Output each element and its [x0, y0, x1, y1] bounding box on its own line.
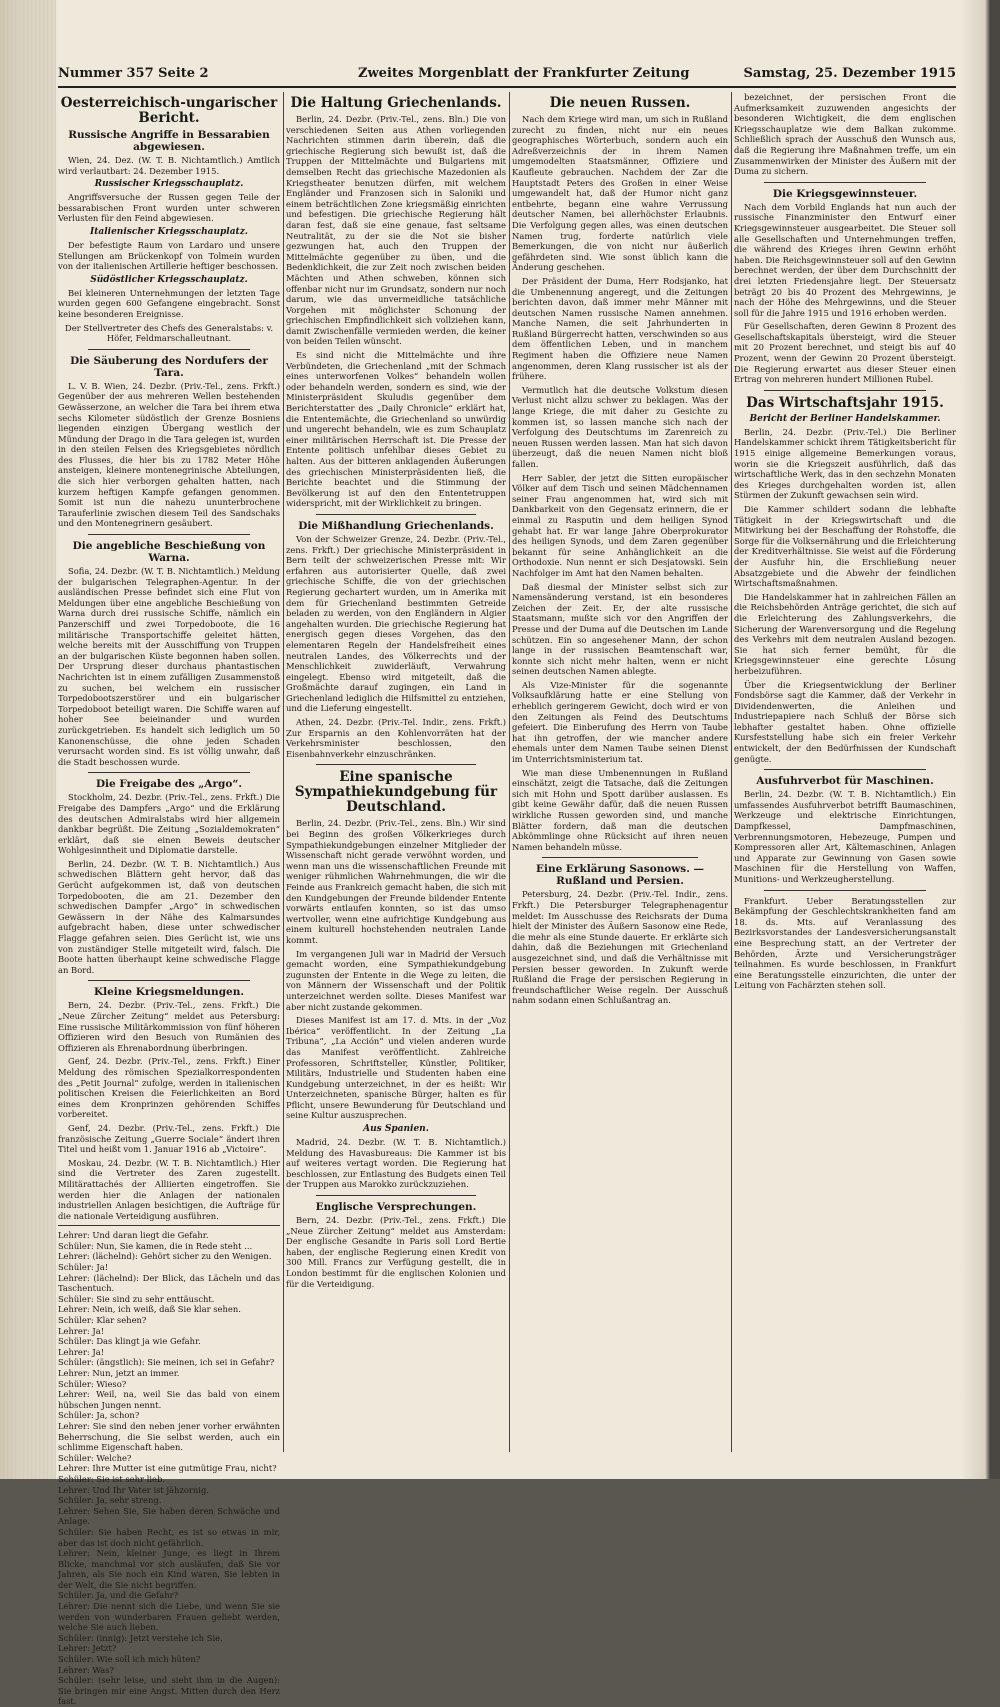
divider: [88, 534, 250, 535]
article-text: Berlin, 24. Dezbr. (W. T. B. Nichtamtlich.) Ein umfassendes Ausfuhrverbot betrifft Baumaschinen, Werkzeuge und elektrische Einrichtungen, Dampfkessel, Dampfmaschinen, Verbrennungsmotoren, Hebezeuge, Pumpen und Kompressoren aller Art, Kältemaschinen, Anlagen und Apparate zur Gewinnung von Gasen sowie Maschinen für die Herstellung von Waffen, Munitions- und Werkzeugherstellung.: [734, 789, 956, 884]
divider: [88, 349, 250, 350]
dialog-line: Schüler: Ja!: [58, 1262, 109, 1273]
article-text: Vermutlich hat die deutsche Volkstum diesen Verlust nicht allzu schwer zu beklagen. Was der lange Kriege, die mit daher zu Gesichte zu kommen ist, so lassen manche sich nach der Verfolgung des Deutschtums im Zarenreich zu neuen Russen werden lassen. Man hat sich davon überzeugt, daß die neuen Namen nicht bloß fallen.: [512, 384, 728, 469]
article-text: Athen, 24. Dezbr. (Priv.-Tel. Indir., zens. Frkft.) Zur Ersparnis an den Kohlenvorräten hat der Verkehrsminister beschlossen, den Eisenbahnverkehr einzuschränken.: [286, 717, 506, 759]
headline-sasonow: Eine Erklärung Sasonows. — Rußland und Persien.: [535, 863, 705, 888]
column-rule: [731, 92, 732, 1452]
divider: [764, 182, 926, 183]
headline-englische-versprechungen: Englische Versprechungen.: [315, 1201, 477, 1214]
divider: [88, 772, 250, 773]
article-text: Dieses Manifest ist am 17. d. Mts. in der „Voz Ibérica“ veröffentlicht. In der Zeitung „La Tribuna“, „La Acción“ und vielen anderen wurde das Manifest veröffentlicht. Zahlreiche Professoren, Schriftsteller, Künstler, Politiker, Militärs, Industrielle und Studenten haben eine Kundgebung unterzeichnet, in der es heißt: Wir Unterzeichneten, spanische Bürger, halten es für Pflicht, unsere Bewunderung für Deutschland und seine Kultur auszusprechen.: [286, 1015, 506, 1121]
dialog-line: Schüler: Klar sehen?: [58, 1315, 147, 1326]
dialog-line: Schüler: Welche?: [58, 1452, 132, 1463]
headline-warna: Die angebliche Beschießung von Warna.: [72, 540, 266, 565]
article-text: Madrid, 24. Dezbr. (W. T. B. Nichtamtlich.) Meldung des Havasbureaus: Die Kammer ist bis auf weiteres vertagt worden. Die Regierung hat beschlossen, zur Entlastung des Budgets einen Teil der Truppen aus Marokko zurückzuziehen.: [286, 1137, 506, 1190]
column-2: [286, 92, 506, 1456]
signature-line: Der Stellvertreter des Chefs des Generalstabs: v. Höfer, Feldmarschalleutnant.: [65, 322, 273, 344]
newspaper-title: Zweites Morgenblatt der Frankfurter Zeitung: [358, 66, 690, 81]
issue-page-number: Nummer 357 Seite 2: [58, 66, 209, 81]
dialog-line: Schüler: Ja, schon?: [58, 1410, 140, 1421]
article-text: Berlin, 24. Dezbr. (Priv.-Tel., zens. Bln.) Die von verschiedenen Seiten aus Athen vorliegenden Nachrichten stimmen darin überein, daß die griechische Regierung sich bewußt ist, daß die Truppen der Mittelmächte und Bulgariens mit demselben Recht das griechische Mazedonien als Kriegstheater benutzen dürfen, mit welchem Engländer und Franzosen sich in Saloniki und einem beträchtlichen Zone kriegsmäßig einrichten und befestigen. Die griechische Regierung hält daran fest, daß sie eine genaue, fast seltsame Neutralität, zu der sie die Not sie bisher gezwungen hat, auch den Truppen der Mittelmächte gegenüber zu üben, und die Bedenklichkeit, die zur Zeit noch zwischen beiden Mächten und Athen schweben, können sich offenbar nicht nur im Grundsatz, sondern nur noch darum, wie das unvermeidliche tatsächliche Vorgehen mit möglichster Schonung der griechischen Empfindlichkeit sich vollziehen kann, damit Zwischenfälle vermieden werden, die keiner von beiden Teilen wünscht.: [286, 114, 506, 347]
article-text: Sofia, 24. Dezbr. (W. T. B. Nichtamtlich.) Meldung der bulgarischen Telegraphen-Agentur. In der ausländischen Presse befindet sich eine Flut von Meldungen über eine angebliche Beschießung von Warna durch drei russische Schiffe, nämlich ein Panzerschiff und zwei Torpedoboote, die 16 militärische Transportschiffe geleitet hätten, welche bereits mit der Ausschiffung von Truppen an der bulgarischen Küste begonnen haben sollen. Der Ursprung dieser durchaus phantastischen Nachrichten ist in einem zufälligen Zusammenstoß zu suchen, bei welchem ein russischer Torpedobootszerstörer und ein bulgarischer Torpedoboot beteiligt waren. Die Schiffe waren auf hoher See beieinander und wurden zurückgetrieben. Es handelt sich lediglich um 50 Kanonenschüsse, die ohne jeden Schaden verursacht worden sind. Es ist völlig unwahr, daß die Stadt beschossen wurde.: [58, 566, 280, 767]
article-text: Genf, 24. Dezbr. (Priv.-Tel., zens. Frkft.) Die französische Zeitung „Guerre Sociale“ ändert ihren Titel und heißt vom 1. Januar 1916 ab „Victoire“.: [58, 1122, 280, 1155]
article-text: Petersburg, 24. Dezbr. (Priv.-Tel. Indir., zens. Frkft.) Die Petersburger Telegraphenagentur meldet: Im Ausschusse des Reichsrats der Duma hielt der Minister des Äußern Sasonow eine Rede, die mehr als eine Stunde dauerte. Er erklärte sich dahin, daß die Beziehungen mit Griechenland ausgezeichnet sind, und daß die Verhältnisse mit Persien besser geworden. In Zukunft werde Rußland die Frage der persischen Regierung in freundschaftlicher Weise regeln. Der Ausschuß nahm sodann einen Schlußantrag an.: [512, 889, 728, 1006]
section-heading: Südöstlicher Kriegsschauplatz.: [90, 274, 248, 285]
article-text: Im vergangenen Juli war in Madrid der Versuch gemacht worden, eine Sympathiekundgebung zugunsten der Entente in die Wege zu leiten, die von Männern der Wissenschaft und der Politik unterzeichnet werden sollte. Dieses Manifest war aber nicht zustande gekommen.: [286, 948, 506, 1012]
article-text: Berlin, 24. Dezbr. (Priv.-Tel.) Die Berliner Handelskammer schickt ihrem Tätigkeitsbericht für 1915 einige allgemeine Bemerkungen voraus, worin sie die Kriegszeit ausführlich, daß das wirtschaftliche Werk, das in den sechzehn Monaten des Krieges durchgehalten worden ist, allen Stürmen der Zukunft gewachsen sein wird.: [734, 426, 956, 501]
dialog-line: Schüler: Nun, Sie kamen, die in Rede steht ...: [58, 1240, 253, 1251]
article-text: Angriffsversuche der Russen gegen Teile der bessarabischen Front wurden unter schweren Verlusten für den Feind abgewiesen.: [58, 192, 280, 224]
dialog-line: Lehrer: Ja!: [58, 1325, 105, 1336]
dialog-line: Lehrer: Was?: [58, 1664, 115, 1675]
article-text: Bern, 24. Dezbr. (Priv.-Tel., zens. Frkft.) Die „Neue Zürcher Zeitung“ meldet aus Petersburg: Eine russische Militärkommission von fünf höheren Offizieren wird den Besuch von Rumänien des Offizieren als Ehrenabordnung überbringen.: [58, 1000, 280, 1053]
article-text: Frankfurt. Ueber Beratungsstellen zur Bekämpfung der Geschlechtskrankheiten fand am 18. ds. Mts. auf Veranlassung des Bezirksvorstandes der Landesversicherungsanstalt eine Besprechung statt, an der Vertreter der Behörden, Ärzte und Versicherungsträger teilnahmen. Es wurde beschlossen, in Frankfurt eine Beratungsstelle einzurichten, die unter der Leitung von Fachärzten stehen soll.: [734, 895, 956, 991]
divider: [542, 857, 698, 858]
dialog-line: Schüler: Wie soll ich mich hüten?: [58, 1654, 201, 1665]
article-text: Daß diesmal der Minister selbst sich zur Namensänderung verstand, ist ein besonderes Zeichen der Zeit. Er, der alte russische Staatsmann, mußte sich vor den Angriffen der Presse und der Duma auf die Deutschen im Lande schützen. Ein so angesehener Mann, der schon lange in der russischen Beamtenschaft war, konnte sich nicht mehr halten, wenn er nicht seinen deutschen Namen ablegte.: [512, 581, 728, 677]
article-text: Die Kammer schildert sodann die lebhafte Tätigkeit in der Kriegswirtschaft und die Mitwirkung bei der Beschaffung der Rohstoffe, die Sorge für die Volksernährung und die Erleichterung der Kreditverhältnisse. Sie weist auf die Förderung der Ausfuhr hin, die Erschließung neuer Absatzgebiete und die Abwehr der feindlichen Wirtschaftsmaßnahmen.: [734, 504, 956, 589]
headline-tara: Die Säuberung des Nordufers der Tara.: [70, 354, 268, 379]
headline-wirtschaftsjahr: Das Wirtschaftsjahr 1915.: [746, 394, 944, 411]
column-rule: [283, 92, 284, 1452]
subheadline-handelskammer: Bericht der Berliner Handelskammer.: [749, 413, 941, 424]
dialog-line: Schüler: (sehr leise, und sieht ihm in die Augen): Sie bringen mir eine Angst. Mitten durch den Herz fast.: [58, 1675, 280, 1707]
headline-misshandlung: Die Mißhandlung Griechenlands.: [298, 519, 494, 532]
dialog-line: Lehrer: Nun, jetzt an immer.: [58, 1368, 180, 1378]
section-heading: Russischer Kriegsschauplatz.: [94, 179, 244, 190]
dialog-line: Lehrer: Die nennt sich die Liebe, und wenn Sie sie werden von wunderbaren Frauen geliebt werden, welche Sie auch lieben.: [58, 1601, 280, 1633]
article-text: Wie man diese Umbenennungen in Rußland einschätzt, zeigt die Tatsache, daß die Zeitungen sich mit Hohn und Spott darüber auslassen. Es gibt keine Gewähr dafür, daß die neuen Russen wirkliche Russen geworden sind, und manche Blätter fordern, daß man die deutschen Abkömmlinge ohne Rücksicht auf ihren neuen Namen behandeln müsse.: [512, 767, 728, 852]
headline-neue-russen: Die neuen Russen.: [549, 95, 691, 111]
article-text: bezeichnet, der persischen Front die Aufmerksamkeit zuzuwenden angesichts der besonderen Wichtigkeit, die dem englischen Kriegsschauplatze wie dem Balkan zukomme. Schließlich sprach der Ausschuß den Wunsch aus, daß die Regierung ihre Maßnahmen treffe, um ein Zusammenwirken der Minister des Äußern mit der Duma zu sichern.: [734, 92, 956, 177]
article-text: Bei kleineren Unternehmungen der letzten Tage wurden gegen 600 Gefangene eingebracht. Sonst keine besonderen Ereignisse.: [58, 287, 280, 319]
dialog-line: Lehrer: Ja!: [58, 1346, 105, 1357]
article-text: Bern, 24. Dezbr. (Priv.-Tel., zens. Frkft.) Die „Neue Zürcher Zeitung“ meldet aus Amsterdam: Der englische Gesandte in Paris soll Lord Bertie haben, der englische Regierung einen Kredit von 300 Mill. Francs zur Verfügung gestellt, die in London bestimmt für die englischen Kolonien und für die Verteidigung.: [286, 1215, 506, 1289]
section-heading: Italienischer Kriegsschauplatz.: [90, 226, 248, 237]
dialog-line: Schüler: (ängstlich): Sie meinen, ich sei in Gefahr?: [58, 1357, 275, 1368]
divider: [316, 764, 476, 765]
dialog-line: Schüler: Ja, und die Gefahr?: [58, 1590, 179, 1601]
feuilleton-dialog: [58, 1230, 280, 1707]
divider: [58, 1225, 280, 1226]
headline-spanische-kundgebung: Eine spanische Sympathiekundgebung für Deutschland.: [294, 769, 498, 816]
article-text: L. V. B. Wien, 24. Dezbr. (Priv.-Tel., zens. Frkft.) Gegenüber der aus mehreren Wellen bestehenden Gewässerzone, an welcher die Tara bei ihrem etwa sechs Kilometer südöstlich der Grenze Bosniens liegenden einzigen Übergang westlich der Mündung der Drago in die Tara gelegen ist, wurden in den steilen Felsen des Kriegsgebietes nördlich des Flusses, die hier bis zu 1782 Meter Höhe ansteigen, kleinere montenegrinische Abteilungen, die sich hier verborgen gehalten hatten, nach kurzem heftigen Kampfe gefangen genommen. Somit ist nun die nahezu ununterbrochene Tarauferlinie zwischen diesem Teil des Sandschaks und den Montenegrinern gesäubert.: [58, 380, 280, 529]
column-1: [58, 92, 280, 1707]
dialog-line: Lehrer: Jetzt?: [58, 1643, 117, 1654]
divider: [88, 980, 250, 981]
dialog-line: Schüler: Ja, sehr streng.: [58, 1495, 162, 1506]
column-rule: [509, 92, 510, 1452]
dialog-line: Lehrer: Nein, kleiner Junge, es liegt in Ihrem Blicke, manchmal vor sich ausläufen, daß Sie vor Jahren, als Sie noch ein Kind waren, Sie lebten in der Welt, die Sie nicht begriffen.: [58, 1548, 280, 1590]
dialog-line: Lehrer: (lächelnd): Gehört sicher zu den Wenigen.: [58, 1251, 272, 1262]
column-4: [734, 92, 956, 1456]
article-text: Über die Kriegsentwicklung der Berliner Fondsbörse sagt die Kammer, daß der Verkehr in Dividendenwerten, die Anleihen und Industriepapiere nach Schluß der Börse sich lebhafter gestaltet haben. Ohne offizielle Kursfeststellung habe sich ein freier Verkehr entwickelt, der den Bedürfnissen der Kundschaft genügte.: [734, 679, 956, 764]
article-text: Von der Schweizer Grenze, 24. Dezbr. (Priv.-Tel., zens. Frkft.) Der griechische Ministerpräsident in Bern teilt der schweizerischen Presse mit: Wir erfahren aus autorisierter Quelle, daß zwei griechische Schiffe, die von der griechischen Regierung gechartert wurden, um in Amerika mit dem für Griechenland bestimmten Getreide beladen zu werden, von den Engländern in Algier angehalten wurden. Die griechische Regierung hat energisch gegen dieses Vorgehen, das den elementaren Regeln der Handelsfreiheit eines neutralen Landes, des Völkerrechts und der Menschlichkeit zuwiderläuft, Verwahrung eingelegt. Ebenso wird mitgeteilt, daß die Großmächte darauf zugingen, ein Land in Griechenland lediglich die Hilfsmittel zu entziehen, und die Lieferung eingestellt.: [286, 533, 506, 714]
dialog-line: Lehrer: Und Ihr Vater ist jähzornig.: [58, 1484, 210, 1495]
article-text: Es sind nicht die Mittelmächte und ihre Verbündeten, die Griechenland „mit der Schmach eines unterworfenen Volkes“ behandeln wollen oder behandeln werden, sondern es sind, wie der Ministerpräsident Skuludis gegenüber dem Berichterstatter des „Daily Chronicle“ erklärt hat, die Ententemächte, die Griechenland so unwürdig und ungerecht behandeln, wie es zum Schauplatz einer militärischen Herrschaft ist. Die Presse der Entente politisch unfehlbar dieses Gebiet zu halten. Aus der bitteren anklagenden Äußerungen des griechischen Ministerpräsidenten ließ, die Berichte beachtet und die Stimmung der Bevölkerung ist auf den den Ententetruppen widerspricht, mit der Wirklichkeit zu bringen.: [286, 350, 506, 509]
dialog-line: Schüler: Sie ist sehr lieb.: [58, 1473, 166, 1484]
article-text: Der Präsident der Duma, Herr Rodsjanko, hat die Umbenennung angeregt, und die Zeitungen berichten davon, daß immer mehr Männer mit deutschen Namen russische Namen annehmen. Manche Namen, die seit Jahrhunderten in Rußland Bürgerrecht hatten, verschwinden so aus dem öffentlichen Leben, und in manchem Regiment haben die Offiziere neue Namen angenommen, deren Klang russischer ist als der frühere.: [512, 275, 728, 382]
article-text: Moskau, 24. Dezbr. (W. T. B. Nichtamtlich.) Hier sind die Vertreter des Zaren zugestellt. Militärattachés der Alliierten eingetroffen. Sie werden hier die Anlagen der nationalen industriellen Anlagen besichtigen, die Aufträge für die nationale Verteidigung ausführen.: [58, 1157, 280, 1221]
headline-ausfuhrverbot: Ausfuhrverbot für Maschinen.: [756, 775, 934, 788]
article-text: Nach dem Kriege wird man, um sich in Rußland zurecht zu finden, nicht nur ein neues geographisches Wörterbuch, sondern auch ein Adreßverzeichnis der in ihrem Namen umgemodelten Staatsmänner, Offiziere und Kaufleute gebrauchen. Nachdem der Zar die Hauptstadt Peters des Großen in einer Weise umgewandelt hat, daß der Humor nicht ganz entbehrte, begann eine wahre Verrussung deutscher Namen, bei allerhöchster Erlaubnis. Die Verfolgung gegen alles, was einen deutschen Namen trug, forderte natürlich viele Bemerkungen, die von nicht nur äußerlich gefährdeten sind. Wie sonst üblich kann die Änderung geschehen.: [512, 114, 728, 273]
article-text: Berlin, 24. Dezbr. (W. T. B. Nichtamtlich.) Aus schwedischen Blättern geht hervor, daß das Gerücht aufgekommen ist, daß von deutschen Torpedobooten, die am 21. Dezember den schwedischen Dampfer „Argo“ in schwedischen Gewässern in der Nähe des Kalmarsundes aufgebracht haben, diese unter schwedischer Flagge gefahren seien. Dies Gerücht ist, wie uns von zuständiger Stelle mitgeteilt wird, falsch. Die Boote hatten überhaupt keine schwedische Flagge an Bord.: [58, 858, 280, 975]
dialog-line: Schüler: Das klingt ja wie Gefahr.: [58, 1336, 201, 1347]
divider: [316, 514, 476, 515]
dialog-line: Lehrer: Sie sind den neben jener vorher erwähnten Beherrschung, die Sie selbst werden, auch ein schlimme Eigenschaft haben.: [58, 1420, 280, 1453]
headline-kleine-kriegsmeldungen: Kleine Kriegsmeldungen.: [93, 986, 245, 999]
dialog-line: Schüler: Sie haben Recht, es ist so etwas in mir, aber das ist doch nicht gefährlich.: [58, 1526, 280, 1548]
headline-griechenland: Die Haltung Griechenlands.: [290, 95, 502, 111]
article-text: Der befestigte Raum von Lardaro und unsere Stellungen am Brückenkopf von Tolmein wurden von der italienischen Artillerie heftiger beschossen.: [58, 239, 280, 272]
article-text: Stockholm, 24. Dezbr. (Priv.-Tel., zens. Frkft.) Die Freigabe des Dampfers „Argo“ und die Erklärung des deutschen Admiralstabs wird hier allgemein dankbar begrüßt. Die Zeitung „Sozialdemokraten“ erklärt, daß sie einen Beweis deutscher Wohlgesinntheit und Diplomatie darstelle.: [58, 792, 280, 856]
article-text: Herr Sabler, der jetzt die Sitten europäischer Völker auf dem Tisch und seinen Mädchennamen seiner Frau angenommen hat, wird sich mit Dankbarkeit von den Gegensatz erinnern, die er einmal zu Rasputin und dem heiligen Synod gehabt hat. Er war lange Jahre Oberprokurator des heiligen Synods, und dem Zaren gegenüber bekannt für seine Anhänglichkeit an die Orthodoxie. Nun nennt er sich Desjatowski. Sein Nachfolger im Amt hat den Namen behalten.: [512, 472, 728, 578]
divider: [764, 390, 926, 391]
masthead: [58, 58, 956, 88]
divider: [764, 769, 926, 770]
headline-argo: Die Freigabe des „Argo“.: [95, 778, 243, 791]
column-3: [512, 92, 728, 1456]
article-text: Für Gesellschaften, deren Gewinn 8 Prozent des Gesellschaftskapitals übersteigt, wird die Steuer mit 20 Prozent berechnet, und steigt bis auf 40 Prozent, wenn der Gewinn 20 Prozent übersteigt. Die Regierung erwartet aus dieser Steuer einen Ertrag von mehreren hundert Millionen Rubel.: [734, 321, 956, 385]
dialog-line: Schüler: Sie sind zu sehr enttäuscht.: [58, 1293, 215, 1304]
section-heading: Aus Spanien.: [363, 1124, 429, 1135]
subheadline-bessarabia: Russische Angriffe in Bessarabien abgewiesen.: [68, 129, 270, 153]
dialog-line: Schüler: (innig): Jetzt verstehe ich Sie.: [58, 1632, 223, 1643]
headline-austro-report: Oesterreichisch-ungarischer Bericht.: [60, 95, 278, 126]
article-text: Genf, 24. Dezbr. (Priv.-Tel., zens. Frkft.) Einer Meldung des römischen Spezialkorrespondenten des „Petit Journal“ zufolge, werden in italienischen politischen Kreisen die Feierlichkeiten an Bord eines dem Kronprinzen gehörenden Schiffes vorbereitet.: [58, 1056, 280, 1120]
newspaper-page: [58, 58, 956, 1707]
book-binding-edge: [0, 0, 56, 1479]
dialog-line: Schüler: Wieso?: [58, 1378, 127, 1389]
dialog-line: Lehrer: (lächelnd): Der Blick, das Lächeln und das Taschentuch.: [58, 1272, 280, 1294]
divider: [764, 890, 926, 891]
dialog-line: Lehrer: Ihre Mutter ist eine gutmütige Frau, nicht?: [58, 1463, 277, 1474]
divider: [316, 1195, 476, 1196]
dialog-line: Lehrer: Weil, na, weil Sie das bald von einem hübschen Jungen nennt.: [58, 1389, 280, 1410]
article-text: Wien, 24. Dez. (W. T. B. Nichtamtlich.) Amtlich wird verlautbart: 24. Dezember 1915.: [58, 155, 280, 176]
headline-kriegsgewinnsteuer: Die Kriegsgewinnsteuer.: [772, 187, 918, 200]
dialog-line: Lehrer: Und daran liegt die Gefahr.: [58, 1230, 209, 1241]
article-text: Als Vize-Minister für die sogenannte Volksaufklärung hatte er eine Stellung von erheblich geringerem Gewicht, doch wird er von den Zeitungen als Feind des Deutschtums gefeiert. Die Einberufung des Herrn von Taube hat ihn getroffen, der wie mancher andere ehemals unter dem Namen Taube seinen Dienst im Unterrichtsministerium tat.: [512, 679, 728, 765]
dialog-line: Lehrer: Sehen Sie, Sie haben deren Schwäche und Anlage.: [58, 1505, 280, 1527]
article-text: Die Handelskammer hat in zahlreichen Fällen an die Reichsbehörden Anträge gerichtet, die sich auf die Erleichterung des Zahlungsverkehrs, die Sicherung der Warenversorgung und die Regelung des Verkehrs mit dem neutralen Ausland bezogen. Sie hat sich ferner bemüht, für die Kriegsgewinnsteuer eine gerechte Lösung herbeizuführen.: [734, 591, 956, 676]
article-text: Nach dem Vorbild Englands hat nun auch der russische Finanzminister den Entwurf einer Kriegsgewinnsteuer ausgearbeitet. Die Steuer soll alle Gesellschaften und Unternehmungen treffen, die während des Krieges ihren Gewinn erhöht haben. Die Reichsgewinnsteuer soll auf den Gewinn berechnet werden, der über dem Durchschnitt der drei letzten Friedensjahre liegt. Der Steuersatz beträgt 20 bis 40 Prozent des Mehrgewinns, je nach der Höhe des Mehrgewinns, und die Steuer soll für die Jahre 1915 und 1916 erhoben werden.: [734, 201, 956, 318]
issue-date: Samstag, 25. Dezember 1915: [743, 66, 956, 81]
article-text: Berlin, 24. Dezbr. (Priv.-Tel., zens. Bln.) Wir sind bei Beginn des großen Völkerkrieges durch Sympathiekundgebungen einzelner Mitglieder der Wissenschaft nicht gerade verwöhnt worden, und wenn man uns die wissenschaftlichen Freunde mit weniger rühmlichen Wahrnehmungen, die wir die Feinde aus Frankreich gemacht haben, die sich mit den Kundgebungen der Freunde bildender Entente vorwärts entlaufen konnten, so ist das umso wertvoller, wenn eine aufrichtige Kundgebung aus einem kulturell hochstehenden neutralen Lande kommt.: [286, 818, 506, 945]
dialog-line: Lehrer: Nein, ich weiß, daß Sie klar sehen.: [58, 1304, 241, 1315]
